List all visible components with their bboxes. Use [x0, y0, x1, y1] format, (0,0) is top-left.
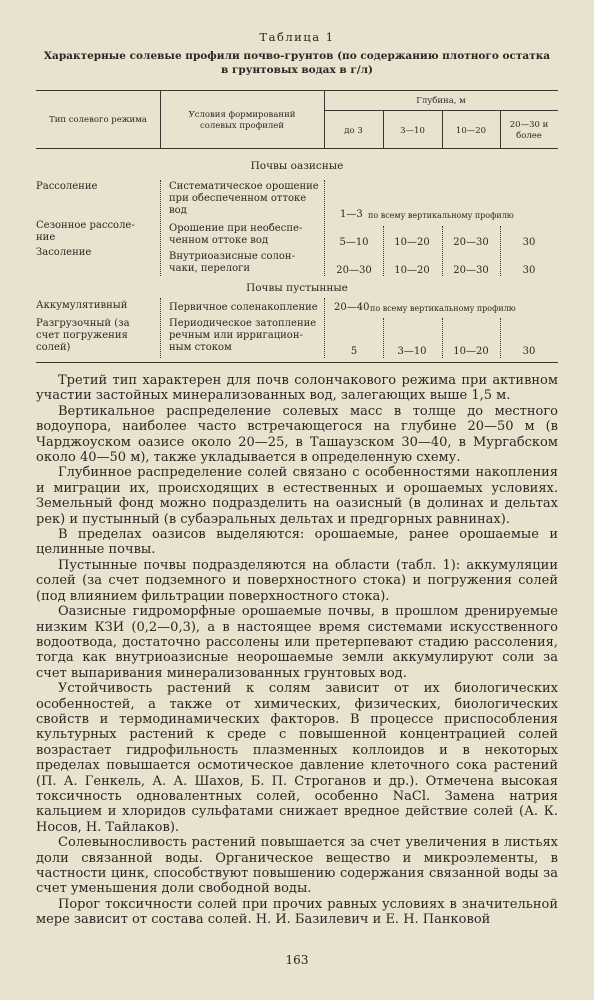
- header-depth-1: до 3: [344, 126, 363, 136]
- row-accumulative-cond: Первичное соленакопление: [169, 302, 318, 313]
- header-conditions-line1: Условия формирований: [188, 110, 296, 120]
- row-zasolenie-cond-2: чаки, перелоги: [169, 263, 251, 274]
- header-depth-2: 3—10: [400, 126, 425, 136]
- row-discharge-v4: 30: [522, 346, 536, 357]
- row-rassolenie-note: по всему вертикальному профилю: [368, 211, 514, 220]
- header-depth: Глубина, м: [416, 96, 466, 106]
- paragraph: Глубинное распределение солей связано с особенностями накопления и миграции их, происходящих в естественных и орошаемых условиях. Земельный фонд можно подразделить на оазисный (в долинах и дельтах рек) и пустынный (в субаэральных дельтах и предгорных равнинах).: [36, 465, 558, 527]
- row-seasonal-v3: 20—30: [453, 237, 489, 248]
- row-zasolenie-type: Засоление: [36, 247, 92, 258]
- row-discharge-v1: 5: [350, 346, 358, 357]
- table-header-rule: [36, 148, 558, 149]
- paragraph: Солевыносливость растений повышается за счет увеличения в листьях доли связанной воды. Органическое вещество и микроэлементы, в частности цинк, способствуют повышению содержания связанной воды за счет уменьшения доли свободной воды.: [36, 835, 558, 897]
- header-depth-4-line1: 20—30 и: [509, 120, 549, 130]
- row-seasonal-cond-2: ченном оттоке вод: [169, 235, 269, 246]
- oasis-divider-1: [160, 180, 161, 276]
- table-caption: Таблица 1: [259, 30, 335, 44]
- paragraph: Оазисные гидроморфные орошаемые почвы, в прошлом дренируемые низким КЗИ (0,2—0,3), а в настоящее время системами искусственного водоотвода, достаточно рассолены или претерпевают стадию рассоления, тогда как внутриоазисные неорошаемые земли аккумулируют соли за счет выпаривания минерализованных грунтовых вод.: [36, 604, 558, 681]
- row-zasolenie-v2: 10—20: [394, 265, 430, 276]
- row-discharge-type-2: счет погружения: [36, 330, 128, 341]
- paragraph: Устойчивость растений к солям зависит от их биологических особенностей, а также от химических, физических, биологических свойств и термодинамических факторов. В процессе приспособления культурных растений к среде с повышенной концентрацией солей возрастает гидрофильность плазменных коллоидов и в некоторых пределах повышается осмотическое давление клеточного сока растений (П. А. Генкель, А. А. Шахов, Б. П. Строганов и др.). Отмечена высокая токсичность одновалентных солей, особенно NaCl. Замена натрия кальцием и хлоридов сульфатами снижает вредное действие солей (А. К. Носов, Н. Тайлаков).: [36, 681, 558, 835]
- header-conditions-line2: солевых профилей: [200, 121, 284, 131]
- table-title-line1: Характерные солевые профили почво-грунтов (по содержанию плотного остатка: [43, 50, 551, 62]
- row-discharge-v2: 3—10: [397, 346, 427, 357]
- row-accumulative-type: Аккумулятивный: [36, 300, 128, 311]
- desert-divider-1: [160, 298, 161, 358]
- paragraph: Третий тип характерен для почв солончакового режима при активном участии застойных минерализованных вод, залегающих выше 1,5 м.: [36, 373, 558, 404]
- row-rassolenie-cond-1: Систематическое орошение: [169, 181, 319, 192]
- row-rassolenie-type: Рассоление: [36, 181, 98, 192]
- desert-divider-2: [324, 298, 325, 358]
- row-seasonal-type-2: ние: [36, 232, 56, 243]
- row-discharge-v3: 10—20: [453, 346, 489, 357]
- row-seasonal-v4: 30: [522, 237, 536, 248]
- oasis-divider-2: [324, 180, 325, 276]
- row-discharge-type-3: солей): [36, 342, 71, 353]
- header-salt-regime: Тип солевого режима: [49, 115, 147, 125]
- row-rassolenie-value: 1—3: [340, 209, 363, 220]
- header-depth-4-line2: более: [516, 131, 542, 141]
- section-desert-soils: Почвы пустынные: [246, 282, 348, 294]
- row-seasonal-v2: 10—20: [394, 237, 430, 248]
- row-zasolenie-v1: 20—30: [336, 265, 372, 276]
- table-bottom-rule: [36, 362, 558, 363]
- row-accumulative-note: по всему вертикальному профилю: [370, 304, 516, 313]
- row-zasolenie-v4: 30: [522, 265, 536, 276]
- section-oasis-soils: Почвы оазисные: [250, 160, 344, 172]
- paragraph: В пределах оазисов выделяются: орошаемые, ранее орошаемые и целинные почвы.: [36, 527, 558, 558]
- body-text: [36, 373, 558, 928]
- paragraph: Вертикальное распределение солевых масс в толще до местного водоупора, наиболее часто встречающегося на глубине 20—50 м (в Чарджоуском оазисе около 20—25, в Ташаузском 30—40, в Мургабском около 40—50 м), также укладывается в определенную схему.: [36, 403, 558, 466]
- page-number: 163: [285, 953, 309, 967]
- row-zasolenie-v3: 20—30: [453, 265, 489, 276]
- row-discharge-cond-1: Периодическое затопление: [169, 318, 317, 329]
- paragraph: Порог токсичности солей при прочих равных условиях в значительной мере зависит от состава солей. Н. И. Базилевич и Е. Н. Панковой: [36, 896, 558, 928]
- depth-header-rule: [324, 110, 558, 111]
- row-rassolenie-cond-3: вод: [169, 205, 187, 216]
- row-seasonal-cond-1: Орошение при необеспе-: [169, 223, 303, 234]
- header-depth-3: 10—20: [455, 126, 487, 136]
- table-title-line2: в грунтовых водах в г/л): [221, 64, 373, 76]
- row-discharge-cond-2: речным или ирригацион-: [169, 330, 303, 341]
- table-top-rule: [36, 90, 558, 91]
- row-seasonal-type-1: Сезонное рассоле-: [36, 220, 135, 231]
- row-accumulative-value: 20—40: [334, 302, 370, 313]
- row-rassolenie-cond-2: при обеспеченном оттоке: [169, 193, 307, 204]
- row-discharge-type-1: Разгрузочный (за: [36, 318, 130, 329]
- row-discharge-cond-3: ным стоком: [169, 342, 232, 353]
- row-seasonal-v1: 5—10: [339, 237, 369, 248]
- paragraph: Пустынные почвы подразделяются на области (табл. 1): аккумуляции солей (за счет подземного и поверхностного стока) и погружения солей (под влиянием фильтрации поверхностного стока).: [36, 557, 558, 604]
- row-zasolenie-cond-1: Внутриоазисные солон-: [169, 251, 295, 262]
